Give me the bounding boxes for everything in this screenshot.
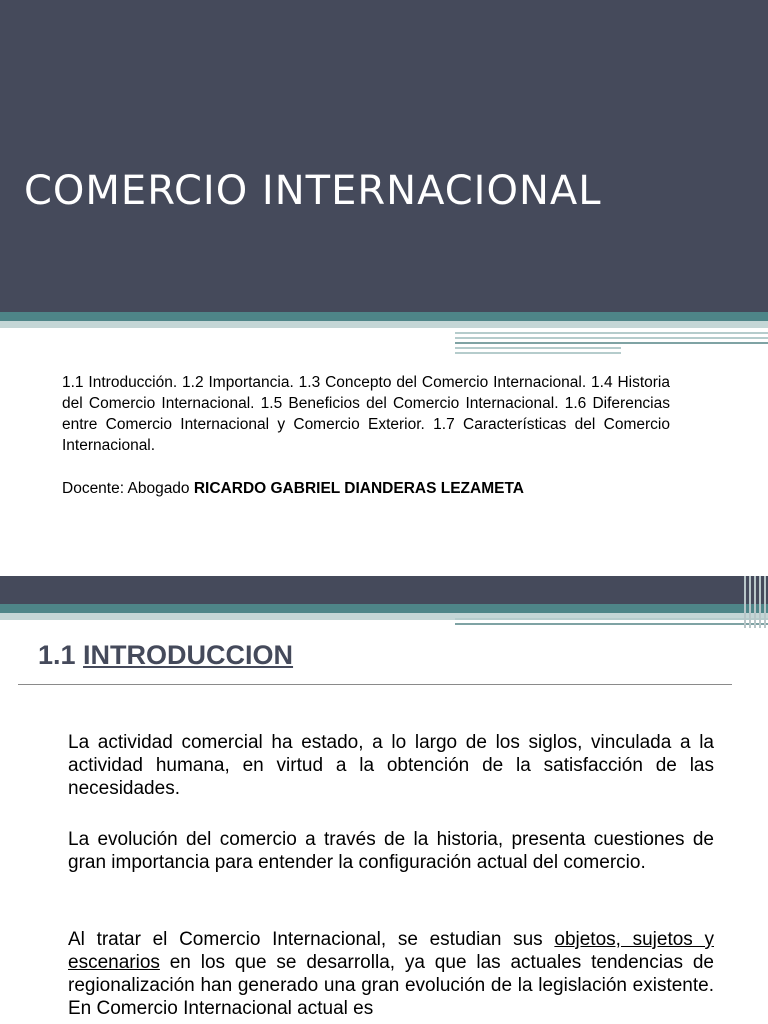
docente-name: RICARDO GABRIEL DIANDERAS LEZAMETA (193, 480, 524, 497)
slide1-topics: 1.1 Introducción. 1.2 Importancia. 1.3 Concepto del Comercio Internacional. 1.4 Historia del Comercio Internacional. 1.5 Beneficios del Comercio Internacional. 1.6 Diferencias entre Comercio Internacional y Comercio Exterior. 1.7 Características del Comercio Internacional. (62, 374, 670, 454)
paragraph-3-start: Al tratar el Comercio Internacional, se estudian sus (68, 929, 555, 950)
paragraph-3-underlined: objetos, sujetos y escenarios (68, 929, 714, 973)
slide2-header (0, 576, 768, 604)
paragraph-3-end: en los que se desarrolla, ya que las actuales tendencias de regionalización han generado una gran evolución de la legislación existente. En Comercio Internacional actual es (68, 952, 714, 1019)
title-number: 1.1 (38, 640, 84, 670)
slide1-docente (62, 480, 524, 498)
paragraph-3 (68, 928, 714, 1020)
paragraph-2: La evolución del comercio a través de la historia, presenta cuestiones de gran importancia para entender la configuración actual del comercio. (68, 829, 714, 873)
slide2-title (38, 640, 293, 671)
paragraph-1: La actividad comercial ha estado, a lo largo de los siglos, vinculada a la actividad humana, en virtud a la obtención de la satisfacción de las necesidades. (68, 732, 714, 799)
title-divider (18, 684, 732, 685)
slide1-title: COMERCIO INTERNACIONAL (24, 168, 602, 214)
slide1-header (0, 0, 768, 312)
title-text: INTRODUCCION (83, 640, 294, 670)
docente-label: Docente: Abogado (62, 480, 194, 497)
slide2-vertical-lines (742, 576, 768, 628)
